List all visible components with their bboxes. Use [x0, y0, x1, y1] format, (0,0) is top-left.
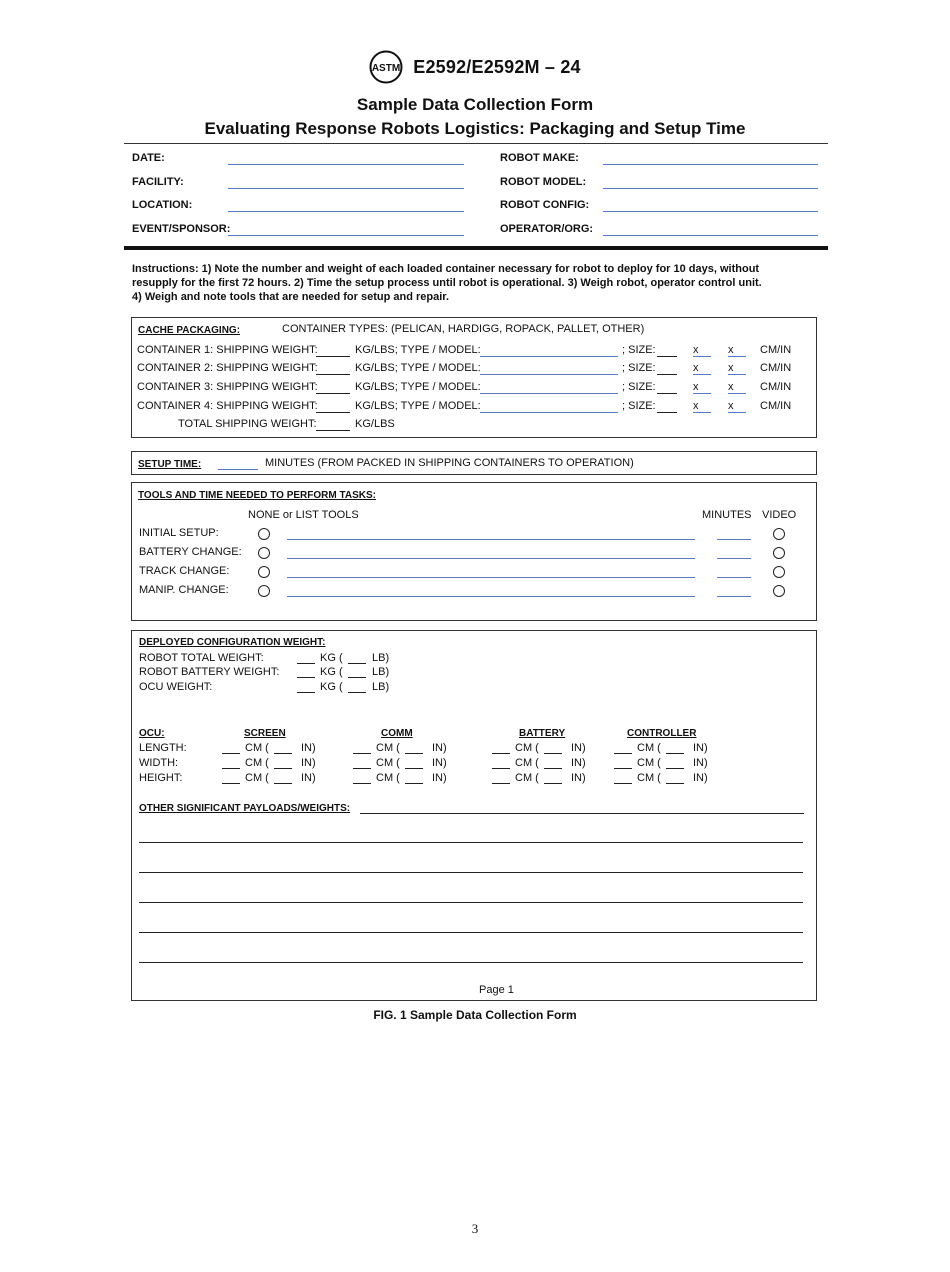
- none-radio[interactable]: [258, 585, 270, 597]
- in-unit: IN): [571, 742, 586, 754]
- kg-unit: KG (: [320, 652, 343, 664]
- cm-line[interactable]: [222, 768, 240, 769]
- in-line[interactable]: [666, 783, 684, 784]
- deployed-config-section: [131, 630, 817, 1001]
- lb-line[interactable]: [348, 663, 366, 664]
- lb-unit: LB): [372, 681, 390, 693]
- field-label-robot-config: ROBOT CONFIG:: [500, 199, 590, 211]
- container-weight-label: CONTAINER 1: SHIPPING WEIGHT:: [137, 344, 318, 356]
- size-x-separator[interactable]: x: [693, 345, 711, 357]
- lb-unit: LB): [372, 652, 390, 664]
- cm-unit: CM (: [637, 772, 661, 784]
- total-weight-label: TOTAL SHIPPING WEIGHT:: [178, 418, 317, 430]
- container-model-line[interactable]: [480, 374, 618, 375]
- cm-unit: CM (: [376, 757, 400, 769]
- header-divider: [124, 246, 828, 250]
- size-unit: CM/IN: [760, 381, 792, 393]
- in-unit: IN): [571, 772, 586, 784]
- task-label: INITIAL SETUP:: [139, 527, 219, 539]
- notes-line[interactable]: [139, 872, 803, 873]
- in-line[interactable]: [274, 768, 292, 769]
- size-x-separator[interactable]: x: [693, 382, 711, 394]
- field-label-robot-model: ROBOT MODEL:: [500, 176, 587, 188]
- cm-unit: CM (: [515, 742, 539, 754]
- in-unit: IN): [571, 757, 586, 769]
- container-size-line[interactable]: [657, 374, 677, 375]
- size-x-separator[interactable]: x: [728, 345, 746, 357]
- container-size-line[interactable]: [657, 356, 677, 357]
- document-header: [0, 50, 950, 84]
- minutes-line[interactable]: [717, 596, 751, 597]
- field-line-robot-config[interactable]: [603, 211, 818, 212]
- form-title: Sample Data Collection Form: [356, 95, 594, 114]
- minutes-col-header: MINUTES: [702, 509, 752, 521]
- container-weight-line[interactable]: [316, 393, 350, 394]
- field-label-date: DATE:: [132, 152, 165, 164]
- minutes-line[interactable]: [717, 577, 751, 578]
- none-radio[interactable]: [258, 547, 270, 559]
- dimension-label: LENGTH:: [139, 742, 187, 754]
- field-line-operator[interactable]: [603, 235, 818, 236]
- container-size-line[interactable]: [657, 393, 677, 394]
- in-line[interactable]: [544, 768, 562, 769]
- cm-unit: CM (: [245, 757, 269, 769]
- kg-line[interactable]: [297, 663, 315, 664]
- in-unit: IN): [693, 757, 708, 769]
- cache-heading: CACHE PACKAGING:: [138, 325, 241, 336]
- kg-unit: KG (: [320, 681, 343, 693]
- in-line[interactable]: [666, 753, 684, 754]
- tools-line[interactable]: [287, 577, 695, 578]
- cm-unit: CM (: [376, 742, 400, 754]
- minutes-line[interactable]: [717, 539, 751, 540]
- tools-col-header: NONE or LIST TOOLS: [248, 509, 359, 521]
- size-x-separator[interactable]: x: [728, 382, 746, 394]
- video-radio[interactable]: [773, 566, 785, 578]
- lb-line[interactable]: [348, 677, 366, 678]
- in-line[interactable]: [274, 753, 292, 754]
- video-radio[interactable]: [773, 528, 785, 540]
- cm-line[interactable]: [353, 753, 371, 754]
- in-line[interactable]: [544, 753, 562, 754]
- other-payloads-line[interactable]: [360, 813, 804, 814]
- in-line[interactable]: [405, 753, 423, 754]
- container-types: CONTAINER TYPES: (PELICAN, HARDIGG, ROPACK, PALLET, OTHER): [282, 323, 645, 335]
- tools-line[interactable]: [287, 596, 695, 597]
- size-x-separator[interactable]: x: [728, 363, 746, 375]
- size-x-separator[interactable]: x: [693, 363, 711, 375]
- cm-line[interactable]: [222, 783, 240, 784]
- in-unit: IN): [301, 742, 316, 754]
- in-unit: IN): [693, 742, 708, 754]
- cm-line[interactable]: [353, 783, 371, 784]
- container-type-label: KG/LBS; TYPE / MODEL:: [355, 344, 481, 356]
- kg-line[interactable]: [297, 692, 315, 693]
- cm-unit: CM (: [245, 742, 269, 754]
- field-line-event[interactable]: [228, 235, 464, 236]
- container-size-label: ; SIZE:: [622, 362, 656, 374]
- figure-caption: FIG. 1 Sample Data Collection Form: [373, 1008, 577, 1022]
- cm-line[interactable]: [492, 753, 510, 754]
- kg-unit: KG (: [320, 666, 343, 678]
- cm-line[interactable]: [492, 768, 510, 769]
- total-weight-line[interactable]: [316, 430, 350, 431]
- cm-line[interactable]: [222, 753, 240, 754]
- field-line-location[interactable]: [228, 211, 464, 212]
- in-line[interactable]: [544, 783, 562, 784]
- other-payloads-heading: OTHER SIGNIFICANT PAYLOADS/WEIGHTS:: [139, 803, 351, 814]
- lb-unit: LB): [372, 666, 390, 678]
- video-radio[interactable]: [773, 547, 785, 559]
- field-label-operator: OPERATOR/ORG:: [500, 223, 594, 235]
- instructions: Instructions: 1) Note the number and weight of each loaded container necessary for robot to deploy for 10 days, without resupply for the first 72 hours. 2) Time the setup process until robot is operational. 3) Weigh robot, operator control unit. 4) Weigh and note tools that are needed for setup and repair.: [132, 263, 762, 303]
- ocu-component-heading: BATTERY: [519, 728, 566, 739]
- notes-line[interactable]: [139, 902, 803, 903]
- task-label: BATTERY CHANGE:: [139, 546, 242, 558]
- in-line[interactable]: [405, 783, 423, 784]
- container-weight-label: CONTAINER 4: SHIPPING WEIGHT:: [137, 400, 318, 412]
- size-unit: CM/IN: [760, 400, 792, 412]
- field-line-date[interactable]: [228, 164, 464, 165]
- in-unit: IN): [301, 772, 316, 784]
- cm-unit: CM (: [245, 772, 269, 784]
- in-unit: IN): [432, 757, 447, 769]
- in-unit: IN): [432, 742, 447, 754]
- cm-unit: CM (: [637, 757, 661, 769]
- container-size-label: ; SIZE:: [622, 344, 656, 356]
- kg-line[interactable]: [297, 677, 315, 678]
- tools-line[interactable]: [287, 558, 695, 559]
- cm-line[interactable]: [492, 783, 510, 784]
- form-page-label: Page 1: [479, 984, 514, 996]
- container-weight-label: CONTAINER 3: SHIPPING WEIGHT:: [137, 381, 318, 393]
- in-line[interactable]: [274, 783, 292, 784]
- deployed-heading: DEPLOYED CONFIGURATION WEIGHT:: [139, 637, 326, 648]
- notes-line[interactable]: [139, 842, 803, 843]
- in-line[interactable]: [405, 768, 423, 769]
- container-size-line[interactable]: [657, 412, 677, 413]
- field-label-location: LOCATION:: [132, 199, 193, 211]
- cm-unit: CM (: [515, 757, 539, 769]
- container-model-line[interactable]: [480, 356, 618, 357]
- minutes-line[interactable]: [717, 558, 751, 559]
- container-weight-line[interactable]: [316, 356, 350, 357]
- page-number: 3: [471, 1221, 479, 1236]
- cm-unit: CM (: [376, 772, 400, 784]
- container-weight-line[interactable]: [316, 412, 350, 413]
- astm-logo-icon: [369, 50, 403, 84]
- video-radio[interactable]: [773, 585, 785, 597]
- cm-line[interactable]: [614, 783, 632, 784]
- field-label-event: EVENT/SPONSOR:: [132, 223, 231, 235]
- tools-heading: TOOLS AND TIME NEEDED TO PERFORM TASKS:: [138, 490, 376, 501]
- video-col-header: VIDEO: [762, 509, 797, 521]
- ocu-component-heading: CONTROLLER: [627, 728, 697, 739]
- task-label: MANIP. CHANGE:: [139, 584, 229, 596]
- form-subtitle: Evaluating Response Robots Logistics: Packaging and Setup Time: [204, 119, 746, 138]
- cm-unit: CM (: [637, 742, 661, 754]
- container-size-label: ; SIZE:: [622, 381, 656, 393]
- container-type-label: KG/LBS; TYPE / MODEL:: [355, 362, 481, 374]
- setup-text: MINUTES (FROM PACKED IN SHIPPING CONTAINERS TO OPERATION): [265, 457, 634, 469]
- notes-line[interactable]: [139, 962, 803, 963]
- none-radio[interactable]: [258, 566, 270, 578]
- lb-line[interactable]: [348, 692, 366, 693]
- field-line-facility[interactable]: [228, 188, 464, 189]
- ocu-heading: OCU:: [139, 728, 165, 739]
- setup-heading: SETUP TIME:: [138, 459, 202, 470]
- container-size-label: ; SIZE:: [622, 400, 656, 412]
- cm-unit: CM (: [515, 772, 539, 784]
- container-type-label: KG/LBS; TYPE / MODEL:: [355, 400, 481, 412]
- field-line-robot-make[interactable]: [603, 164, 818, 165]
- field-line-robot-model[interactable]: [603, 188, 818, 189]
- in-unit: IN): [301, 757, 316, 769]
- document-id: E2592/E2592M – 24: [413, 56, 581, 77]
- container-type-label: KG/LBS; TYPE / MODEL:: [355, 381, 481, 393]
- dimension-label: WIDTH:: [139, 757, 179, 769]
- container-weight-line[interactable]: [316, 374, 350, 375]
- container-weight-label: CONTAINER 2: SHIPPING WEIGHT:: [137, 362, 318, 374]
- svg-text:ASTM: ASTM: [372, 63, 401, 74]
- dimension-label: HEIGHT:: [139, 772, 183, 784]
- ocu-component-heading: COMM: [381, 728, 413, 739]
- ocu-component-heading: SCREEN: [244, 728, 286, 739]
- cm-line[interactable]: [614, 753, 632, 754]
- none-radio[interactable]: [258, 528, 270, 540]
- cm-line[interactable]: [353, 768, 371, 769]
- weight-label: ROBOT TOTAL WEIGHT:: [139, 652, 264, 664]
- in-unit: IN): [693, 772, 708, 784]
- notes-line[interactable]: [139, 932, 803, 933]
- in-unit: IN): [432, 772, 447, 784]
- total-weight-unit: KG/LBS: [355, 418, 395, 430]
- container-model-line[interactable]: [480, 393, 618, 394]
- field-label-facility: FACILITY:: [132, 176, 184, 188]
- weight-label: ROBOT BATTERY WEIGHT:: [139, 666, 280, 678]
- field-label-robot-make: ROBOT MAKE:: [500, 152, 579, 164]
- weight-label: OCU WEIGHT:: [139, 681, 213, 693]
- task-label: TRACK CHANGE:: [139, 565, 230, 577]
- in-line[interactable]: [666, 768, 684, 769]
- size-unit: CM/IN: [760, 362, 792, 374]
- size-x-separator[interactable]: x: [693, 401, 711, 413]
- cm-line[interactable]: [614, 768, 632, 769]
- container-model-line[interactable]: [480, 412, 618, 413]
- tools-line[interactable]: [287, 539, 695, 540]
- setup-minutes-line[interactable]: [218, 469, 258, 470]
- size-unit: CM/IN: [760, 344, 792, 356]
- size-x-separator[interactable]: x: [728, 401, 746, 413]
- title-divider: [124, 143, 828, 144]
